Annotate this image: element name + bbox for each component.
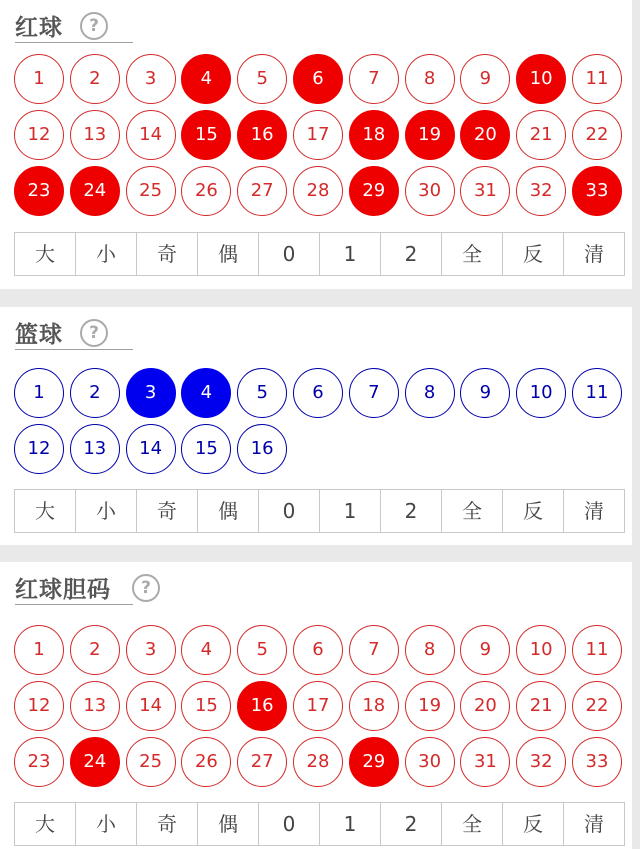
red-ball-17[interactable]: 17 — [293, 110, 343, 160]
red-ball-21[interactable]: 21 — [516, 681, 566, 731]
red-ball-23[interactable]: 23 — [14, 737, 64, 787]
red-ball-15[interactable]: 15 — [181, 110, 231, 160]
red-ball-5[interactable]: 5 — [237, 625, 287, 675]
filter-button[interactable]: 小 — [76, 803, 137, 845]
red-ball-18[interactable]: 18 — [349, 681, 399, 731]
filter-button[interactable]: 奇 — [137, 803, 198, 845]
red-ball-23[interactable]: 23 — [14, 166, 64, 216]
help-icon[interactable]: ? — [132, 574, 160, 602]
help-icon[interactable]: ? — [80, 319, 108, 347]
red-ball-13[interactable]: 13 — [70, 681, 120, 731]
blue-ball-2[interactable]: 2 — [70, 368, 120, 418]
blue-ball-13[interactable]: 13 — [70, 424, 120, 474]
red-ball-12[interactable]: 12 — [14, 110, 64, 160]
red-ball-28[interactable]: 28 — [293, 737, 343, 787]
filter-bar — [14, 489, 625, 533]
red-ball-21[interactable]: 21 — [516, 110, 566, 160]
red-ball-28[interactable]: 28 — [293, 166, 343, 216]
red-ball-27[interactable]: 27 — [237, 737, 287, 787]
red-ball-25[interactable]: 25 — [126, 166, 176, 216]
blue-ball-12[interactable]: 12 — [14, 424, 64, 474]
blue-ball-4[interactable]: 4 — [181, 368, 231, 418]
red-ball-15[interactable]: 15 — [181, 681, 231, 731]
filter-button[interactable]: 0 — [259, 490, 320, 532]
red-ball-32[interactable]: 32 — [516, 166, 566, 216]
red-ball-31[interactable]: 31 — [460, 737, 510, 787]
red-ball-19[interactable]: 19 — [405, 681, 455, 731]
filter-button[interactable]: 反 — [503, 803, 564, 845]
red-ball-8[interactable]: 8 — [405, 625, 455, 675]
filter-button[interactable]: 1 — [320, 803, 381, 845]
filter-button[interactable]: 2 — [381, 490, 442, 532]
filter-button[interactable]: 大 — [15, 233, 76, 275]
filter-button[interactable]: 小 — [76, 490, 137, 532]
section-title: 红球 — [15, 15, 63, 41]
blue-ball-section — [0, 307, 632, 545]
red-dan-section — [0, 562, 632, 849]
red-ball-25[interactable]: 25 — [126, 737, 176, 787]
filter-bar — [14, 802, 625, 846]
red-ball-31[interactable]: 31 — [460, 166, 510, 216]
filter-button[interactable]: 偶 — [198, 233, 259, 275]
blue-ball-11[interactable]: 11 — [572, 368, 622, 418]
red-ball-5[interactable]: 5 — [237, 54, 287, 104]
help-icon[interactable]: ? — [80, 12, 108, 40]
red-ball-19[interactable]: 19 — [405, 110, 455, 160]
filter-button[interactable]: 全 — [442, 490, 503, 532]
filter-bar — [14, 232, 625, 276]
red-ball-9[interactable]: 9 — [460, 54, 510, 104]
red-ball-24[interactable]: 24 — [70, 737, 120, 787]
red-ball-30[interactable]: 30 — [405, 737, 455, 787]
blue-ball-14[interactable]: 14 — [126, 424, 176, 474]
filter-button[interactable]: 偶 — [198, 490, 259, 532]
section-title-row — [15, 313, 133, 350]
red-ball-30[interactable]: 30 — [405, 166, 455, 216]
blue-ball-1[interactable]: 1 — [14, 368, 64, 418]
red-ball-16[interactable]: 16 — [237, 681, 287, 731]
blue-ball-8[interactable]: 8 — [405, 368, 455, 418]
red-ball-10[interactable]: 10 — [516, 625, 566, 675]
red-ball-4[interactable]: 4 — [181, 625, 231, 675]
section-title: 篮球 — [15, 322, 63, 348]
red-ball-3[interactable]: 3 — [126, 625, 176, 675]
red-ball-29[interactable]: 29 — [349, 166, 399, 216]
red-ball-13[interactable]: 13 — [70, 110, 120, 160]
filter-button[interactable]: 奇 — [137, 490, 198, 532]
red-ball-2[interactable]: 2 — [70, 54, 120, 104]
blue-ball-7[interactable]: 7 — [349, 368, 399, 418]
filter-button[interactable]: 2 — [381, 233, 442, 275]
red-ball-4[interactable]: 4 — [181, 54, 231, 104]
filter-button[interactable]: 清 — [584, 499, 604, 523]
red-ball-11[interactable]: 11 — [572, 625, 622, 675]
blue-ball-9[interactable]: 9 — [460, 368, 510, 418]
filter-button[interactable]: 小 — [76, 233, 137, 275]
filter-button[interactable]: 反 — [503, 490, 564, 532]
filter-button[interactable]: 0 — [259, 233, 320, 275]
red-ball-17[interactable]: 17 — [293, 681, 343, 731]
red-ball-32[interactable]: 32 — [516, 737, 566, 787]
blue-ball-15[interactable]: 15 — [181, 424, 231, 474]
red-ball-7[interactable]: 7 — [349, 54, 399, 104]
filter-button[interactable]: 大 — [15, 490, 76, 532]
red-ball-10[interactable]: 10 — [516, 54, 566, 104]
red-ball-20[interactable]: 20 — [460, 110, 510, 160]
filter-button[interactable]: 清 — [584, 812, 604, 836]
red-ball-16[interactable]: 16 — [237, 110, 287, 160]
filter-button[interactable]: 奇 — [137, 233, 198, 275]
red-ball-33[interactable]: 33 — [572, 166, 622, 216]
blue-ball-16[interactable]: 16 — [237, 424, 287, 474]
red-ball-6[interactable]: 6 — [293, 625, 343, 675]
section-title-row — [15, 568, 151, 605]
red-ball-18[interactable]: 18 — [349, 110, 399, 160]
red-ball-1[interactable]: 1 — [14, 625, 64, 675]
red-ball-22[interactable]: 22 — [572, 110, 622, 160]
red-ball-11[interactable]: 11 — [572, 54, 622, 104]
filter-button[interactable]: 2 — [381, 803, 442, 845]
red-ball-26[interactable]: 26 — [181, 166, 231, 216]
filter-button[interactable]: 1 — [320, 233, 381, 275]
red-ball-3[interactable]: 3 — [126, 54, 176, 104]
red-ball-1[interactable]: 1 — [14, 54, 64, 104]
section-title: 红球胆码 — [15, 577, 111, 603]
red-ball-12[interactable]: 12 — [14, 681, 64, 731]
red-ball-8[interactable]: 8 — [405, 54, 455, 104]
blue-ball-3[interactable]: 3 — [126, 368, 176, 418]
filter-button[interactable]: 大 — [15, 803, 76, 845]
red-ball-6[interactable]: 6 — [293, 54, 343, 104]
red-ball-9[interactable]: 9 — [460, 625, 510, 675]
filter-button[interactable]: 清 — [584, 242, 604, 266]
blue-ball-10[interactable]: 10 — [516, 368, 566, 418]
red-ball-14[interactable]: 14 — [126, 681, 176, 731]
filter-button[interactable]: 0 — [259, 803, 320, 845]
filter-button[interactable]: 1 — [320, 490, 381, 532]
red-ball-2[interactable]: 2 — [70, 625, 120, 675]
red-ball-7[interactable]: 7 — [349, 625, 399, 675]
red-ball-27[interactable]: 27 — [237, 166, 287, 216]
filter-button[interactable]: 全 — [442, 233, 503, 275]
blue-ball-6[interactable]: 6 — [293, 368, 343, 418]
red-ball-26[interactable]: 26 — [181, 737, 231, 787]
red-ball-29[interactable]: 29 — [349, 737, 399, 787]
red-ball-24[interactable]: 24 — [70, 166, 120, 216]
filter-button[interactable]: 全 — [442, 803, 503, 845]
red-ball-14[interactable]: 14 — [126, 110, 176, 160]
red-ball-22[interactable]: 22 — [572, 681, 622, 731]
filter-button[interactable]: 偶 — [198, 803, 259, 845]
section-title-row — [15, 6, 133, 43]
red-ball-section — [0, 0, 632, 289]
red-ball-33[interactable]: 33 — [572, 737, 622, 787]
blue-ball-5[interactable]: 5 — [237, 368, 287, 418]
filter-button[interactable]: 反 — [503, 233, 564, 275]
red-ball-20[interactable]: 20 — [460, 681, 510, 731]
